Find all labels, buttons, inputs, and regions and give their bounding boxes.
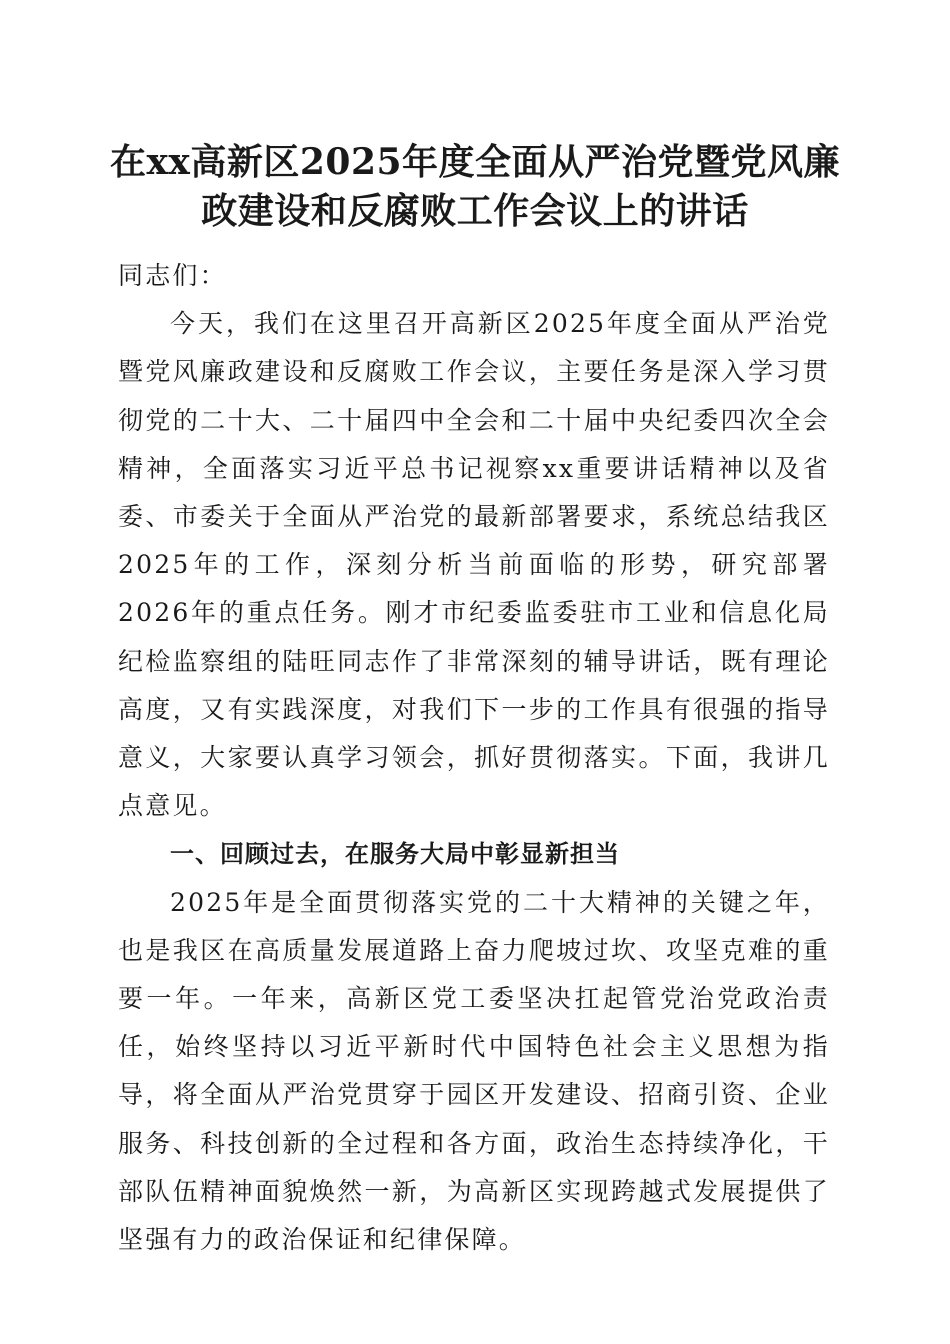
document-title — [100, 138, 850, 236]
paragraph-review: 2025年是全面贯彻落实党的二十大精神的关键之年，也是我区在高质量发展道路上奋力爬坡过坎、攻坚克难的重要一年。一年来，高新区党工委坚决扛起管党治党政治责任，始终坚持以习近平新时代中国特色社会主义思想为指导，将全面从严治党贯穿于园区开发建设、招商引资、企业服务、科技创新的全过程和各方面，政治生态持续净化，干部队伍精神面貌焕然一新，为高新区实现跨越式发展提供了坚强有力的政治保证和纪律保障。 — [118, 887, 830, 1255]
document-body — [118, 252, 830, 1264]
title-line-2: 政建设和反腐败工作会议上的讲话 — [201, 190, 749, 232]
paragraph-opening: 今天，我们在这里召开高新区2025年度全面从严治党暨党风廉政建设和反腐败工作会议，主要任务是深入学习贯彻党的二十大、二十届四中全会和二十届中央纪委四次全会精神，全面落实习近平总书记视察xx重要讲话精神以及省委、市委关于全面从严治党的最新部署要求，系统总结我区2025年的工作，深刻分析当前面临的形势，研究部署2026年的重点任务。刚才市纪委监委驻市工业和信息化局纪检监察组的陆旺同志作了非常深刻的辅导讲话，既有理论高度，又有实践深度，对我们下一步的工作具有很强的指导意义，大家要认真学习领会，抓好贯彻落实。下面，我讲几点意见。 — [118, 309, 830, 821]
section-heading-1: 一、回顾过去，在服务大局中彰显新担当 — [170, 840, 620, 869]
title-line-1: 在xx高新区2025年度全面从严治党暨党风廉 — [109, 141, 841, 183]
salutation: 同志们： — [118, 261, 227, 290]
